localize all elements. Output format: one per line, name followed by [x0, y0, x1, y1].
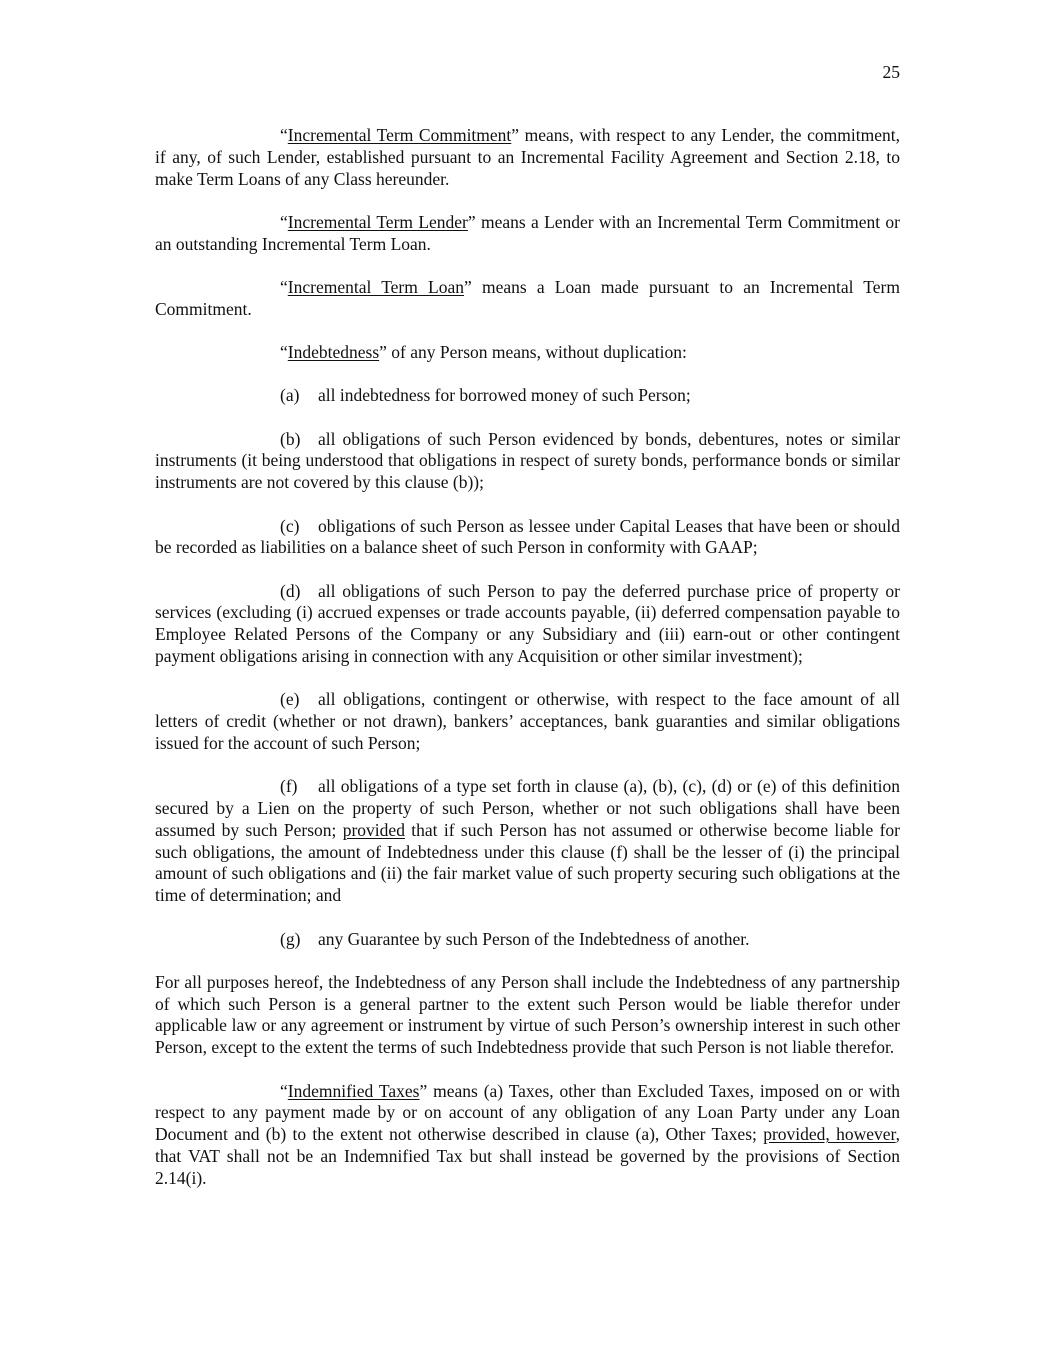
definition-text: ” means a Loan made pursuant to an Incremental Term Commitment. — [155, 276, 900, 319]
definition-incremental-term-commitment: “Incremental Term Commitment” means, with respect to any Lender, the commitment, if any, of such Lender, established pursuant to an Incremental Facility Agreement and Section 2.18, to make Term Loans of any Class hereunder. — [155, 125, 900, 189]
clause-d — [155, 581, 900, 668]
clause-text: all obligations of a type set forth in clause (a), (b), (c), (d) or (e) of this definition secured by a Lien on the property of such Person, whether or not such obligations shall have been assumed by such Person; — [155, 776, 900, 840]
defined-term: Incremental Term Lender — [287, 211, 468, 232]
clause-text: all obligations of such Person evidenced by bonds, debentures, notes or similar instruments (it being understood that obligations in respect of surety bonds, performance bonds or similar instruments are not covered by this clause (b)); — [155, 428, 900, 493]
clause-text: obligations of such Person as lessee under Capital Leases that have been or should be recorded as liabilities on a balance sheet of such Person in conformity with GAAP; — [155, 515, 900, 558]
page-number: 25 — [882, 62, 900, 82]
document-body — [155, 125, 900, 1211]
clause-label: (c) — [280, 515, 300, 536]
clause-e — [155, 689, 900, 754]
defined-term: Indebtedness — [287, 342, 380, 363]
clause-label: (f) — [280, 776, 298, 797]
definition-indemnified-taxes: “Indemnified Taxes” means (a) Taxes, other than Excluded Taxes, imposed on or with respect to any payment made by or on account of any obligation of any Loan Party under any Loan Document and (b) to the extent not otherwise described in clause (a), Other Taxes; provided, however, that VAT shall not be an Indemnified Tax but shall instead be governed by the provisions of Section 2.14(i). — [155, 1080, 901, 1188]
proviso-term: provided, however — [763, 1124, 896, 1145]
clause-label: (d) — [280, 580, 301, 601]
clause-b — [155, 429, 900, 494]
proviso-term: provided — [342, 819, 405, 840]
clause-label: (a) — [280, 385, 300, 406]
defined-term: Indemnified Taxes — [287, 1080, 420, 1101]
clause-f — [155, 776, 900, 907]
definition-text-continued: , that VAT shall not be an Indemnified Tax but shall instead be governed by the provisions of Section 2.14(i). — [155, 1124, 901, 1188]
clause-a — [155, 385, 900, 407]
definition-text: ” of any Person means, without duplication: — [379, 342, 687, 363]
definition-text: ” means a Lender with an Incremental Term Commitment or an outstanding Incremental Term Loan. — [155, 211, 900, 254]
clause-text: all obligations of such Person to pay the deferred purchase price of property or services (excluding (i) accrued expenses or trade accounts payable, (ii) deferred compensation payable to Employee Related Persons of the Company or any Subsidiary and (iii) earn-out or other contingent payment obligations arising in connection with any Acquisition or other similar investment); — [155, 580, 900, 667]
clause-text: any Guarantee by such Person of the Indebtedness of another. — [318, 928, 750, 949]
clause-c — [155, 516, 900, 560]
definition-text: ” means, with respect to any Lender, the commitment, if any, of such Lender, established pursuant to an Incremental Facility Agreement and Section 2.18, to make Term Loans of any Class hereunder. — [155, 125, 900, 189]
clause-label: (e) — [280, 689, 300, 710]
clause-text: all obligations, contingent or otherwise, with respect to the face amount of all letters of credit (whether or not drawn), bankers’ acceptances, bank guaranties and similar obligations issued for the account of such Person; — [155, 689, 900, 753]
clause-label: (b) — [280, 428, 301, 449]
definition-text: ” means (a) Taxes, other than Excluded Taxes, imposed on or with respect to any payment made by or on account of any obligation of any Loan Party under any Loan Document and (b) to the extent not otherwise described in clause (a), Other Taxes; — [155, 1080, 900, 1145]
clause-text-continued: that if such Person has not assumed or otherwise become liable for such obligations, the amount of Indebtedness under this clause (f) shall be the lesser of (i) the principal amount of such obligations and (ii) the fair market value of such property securing such obligations at the time of determination; and — [155, 819, 900, 906]
defined-term: Incremental Term Commitment — [287, 125, 512, 145]
defined-term: Incremental Term Loan — [287, 276, 465, 297]
definition-incremental-term-lender: “Incremental Term Lender” means a Lender with an Incremental Term Commitment or an outstanding Incremental Term Loan. — [155, 211, 900, 254]
definition-incremental-term-loan: “Incremental Term Loan” means a Loan made pursuant to an Incremental Term Commitment. — [155, 276, 900, 319]
clause-text: all indebtedness for borrowed money of such Person; — [318, 385, 691, 406]
definition-indebtedness: “Indebtedness” of any Person means, without duplication: — [280, 342, 687, 363]
clause-label: (g) — [280, 928, 301, 949]
general-indebtedness-paragraph: For all purposes hereof, the Indebtedness of any Person shall include the Indebtedness of any partnership of which such Person is a general partner to the extent such Person would be liable therefor under applicable law or any agreement or instrument by virtue of such Person’s ownership interest in such other Person, except to the extent the terms of such Indebtedness provide that such Person is not liable therefor. — [155, 971, 900, 1058]
clause-g — [155, 929, 900, 951]
